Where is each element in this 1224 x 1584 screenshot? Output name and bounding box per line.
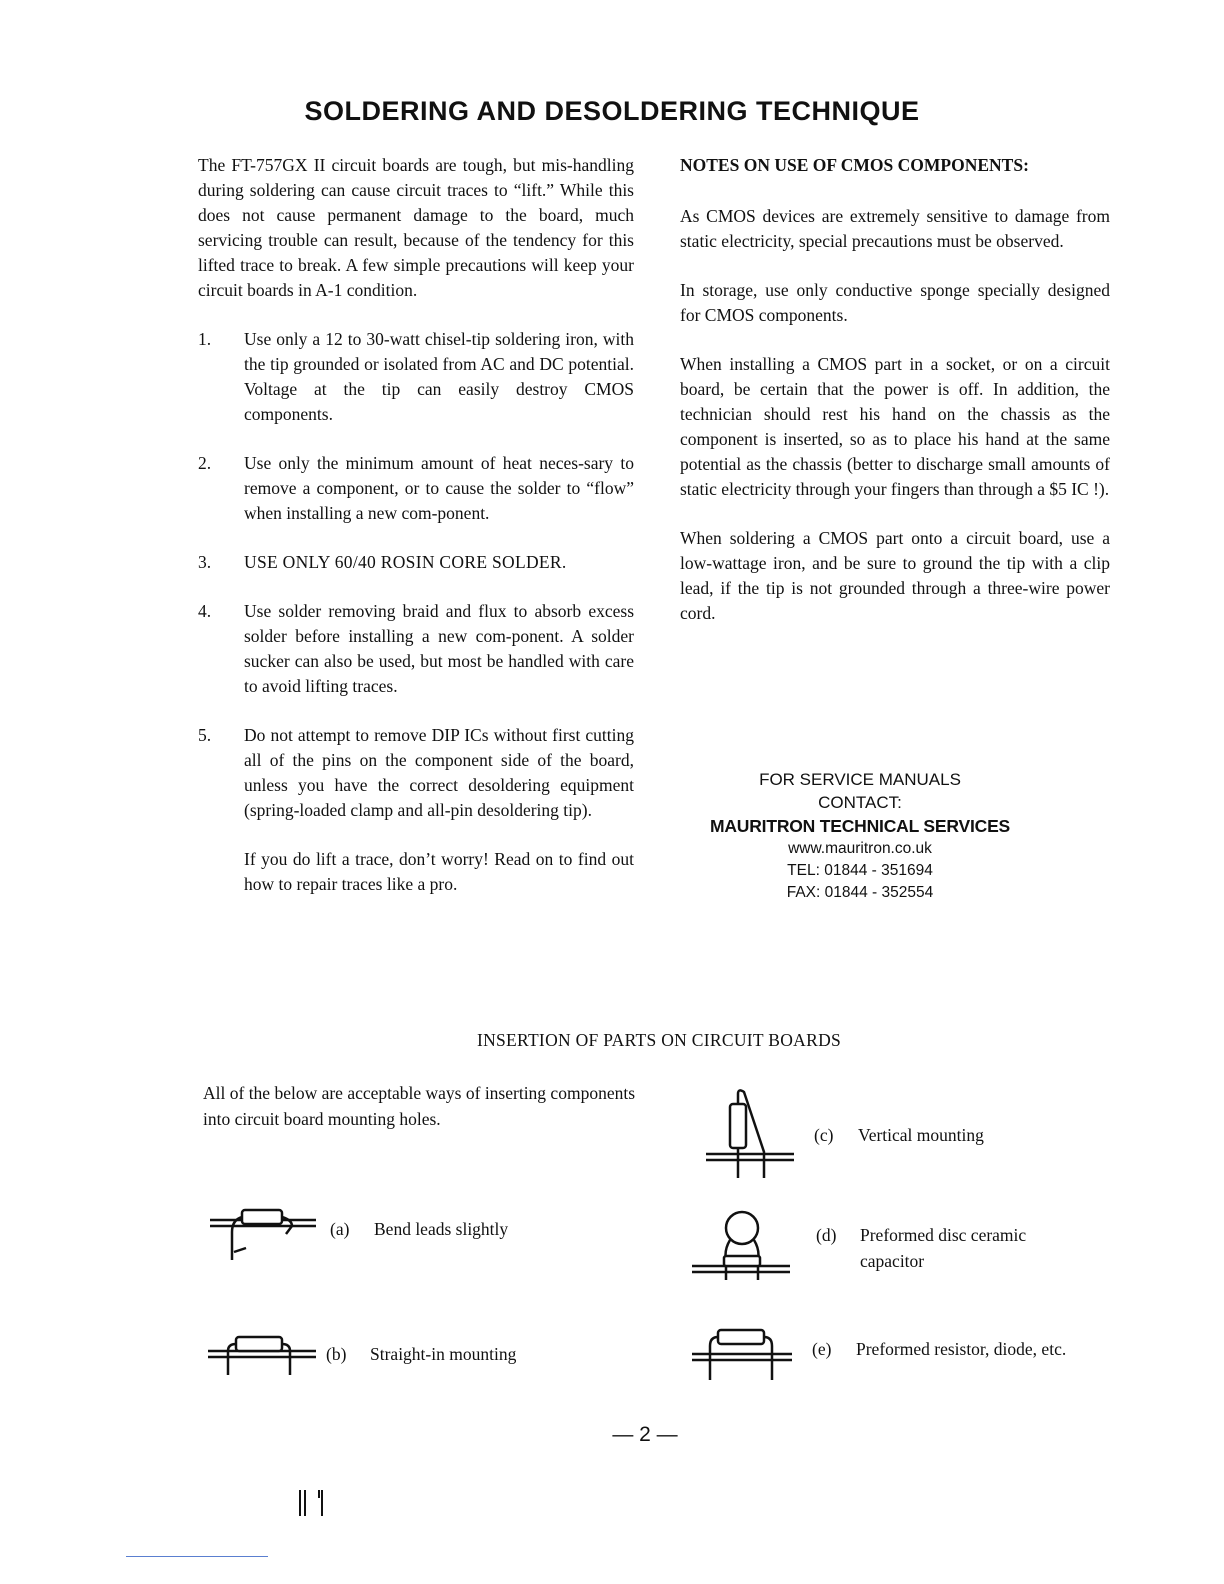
method-a	[330, 1216, 508, 1242]
insertion-intro: All of the below are acceptable ways of inserting components into circuit board mounting holes.	[203, 1083, 636, 1129]
scan-artifact-marks	[296, 1488, 336, 1525]
intro-paragraph: The FT-757GX II circuit boards are tough, but mis-handling during soldering can cause circuit traces to “lift.” While this does not cause permanent damage to the board, much servicing trouble can result, because of the tendency for this lifted trace to break. A few simple precautions will keep your circuit boards in A-1 condition.	[198, 155, 634, 300]
method-text: Preformed disc ceramic capacitor	[860, 1225, 1027, 1271]
list-number: 5.	[198, 725, 212, 745]
preformed-resistor-figure	[690, 1326, 796, 1384]
method-text: Vertical mounting	[858, 1125, 984, 1145]
company-name: MAURITRON TECHNICAL SERVICES	[709, 816, 1011, 836]
list-item-5	[198, 723, 634, 823]
method-label: (a)	[330, 1219, 350, 1239]
service-contact-block	[700, 768, 1020, 904]
list-text: USE ONLY 60/40 ROSIN CORE SOLDER.	[244, 552, 567, 572]
list-number: 2.	[198, 453, 212, 473]
list-text: Use only a 12 to 30-watt chisel-tip soldering iron, with the tip grounded or isolated from AC and DC potential. Voltage at the tip can easily destroy CMOS components.	[244, 329, 634, 424]
method-d	[816, 1222, 1076, 1274]
contact-line-1: FOR SERVICE MANUALS	[759, 770, 961, 789]
telephone-number: TEL: 01844 - 351694	[787, 862, 933, 879]
list-number: 1.	[198, 329, 212, 349]
method-text: Bend leads slightly	[374, 1219, 509, 1239]
contact-line-2: CONTACT:	[818, 793, 902, 812]
website-link[interactable]: www.mauritron.co.uk	[788, 840, 932, 857]
list-text: Do not attempt to remove DIP ICs without first cutting all of the pins on the component side of the board, unless you have the correct desoldering equipment (spring-loaded clamp and all-pin desoldering tip).	[244, 725, 634, 820]
method-text: Straight-in mounting	[370, 1344, 517, 1364]
list-text: Use only the minimum amount of heat neces-sary to remove a component, or to cause the solder to “flow” when installing a new com-ponent.	[244, 453, 634, 523]
method-label: (e)	[812, 1339, 832, 1359]
method-b	[326, 1341, 516, 1367]
straight-in-figure	[206, 1333, 318, 1379]
bottom-rule	[126, 1556, 268, 1557]
insertion-heading: INSERTION OF PARTS ON CIRCUIT BOARDS	[476, 1030, 842, 1050]
list-text: Use solder removing braid and flux to absorb excess solder before installing a new com-ponent. A solder sucker can also be used, but most be handled with care to avoid lifting traces.	[244, 601, 634, 696]
method-e	[812, 1336, 1066, 1362]
list-number: 4.	[198, 601, 212, 621]
left-column	[198, 153, 634, 897]
method-text: Preformed resistor, diode, etc.	[856, 1339, 1067, 1359]
list-item-3	[198, 550, 634, 575]
closing-paragraph: If you do lift a trace, don’t worry! Read on to find out how to repair traces like a pro.	[244, 849, 634, 894]
list-number: 3.	[198, 552, 212, 572]
list-item-4	[198, 599, 634, 699]
right-column	[680, 153, 1110, 650]
cmos-paragraph-1: As CMOS devices are extremely sensitive to damage from static electricity, special precautions must be observed.	[680, 206, 1110, 251]
list-item-1	[198, 327, 634, 427]
fax-number: FAX: 01844 - 352554	[786, 884, 934, 901]
page-title: SOLDERING AND DESOLDERING TECHNIQUE	[304, 96, 920, 126]
vertical-mounting-figure	[704, 1086, 796, 1182]
method-c	[814, 1122, 984, 1148]
cmos-paragraph-4: When soldering a CMOS part onto a circuit board, use a low-wattage iron, and be sure to ground the tip with a clip lead, if the tip is not grounded through a three-wire power cord.	[680, 528, 1110, 623]
list-item-2	[198, 451, 634, 526]
page-number: — 2 —	[612, 1423, 678, 1446]
disc-capacitor-figure	[690, 1210, 794, 1284]
method-label: (c)	[814, 1125, 834, 1145]
bent-leads-figure	[208, 1206, 318, 1268]
method-label: (d)	[816, 1225, 837, 1245]
method-label: (b)	[326, 1344, 347, 1364]
cmos-paragraph-3: When installing a CMOS part in a socket, or on a circuit board, be certain that the power is off. In addition, the technician should rest his hand on the chassis as the component is inserted, so as to place his hand at the same potential as the chassis (better to discharge small amounts of static electricity through your fingers than through a $5 IC !).	[680, 354, 1110, 499]
cmos-notes-heading: NOTES ON USE OF CMOS COMPONENTS:	[680, 155, 1029, 175]
cmos-paragraph-2: In storage, use only conductive sponge specially designed for CMOS components.	[680, 280, 1110, 325]
